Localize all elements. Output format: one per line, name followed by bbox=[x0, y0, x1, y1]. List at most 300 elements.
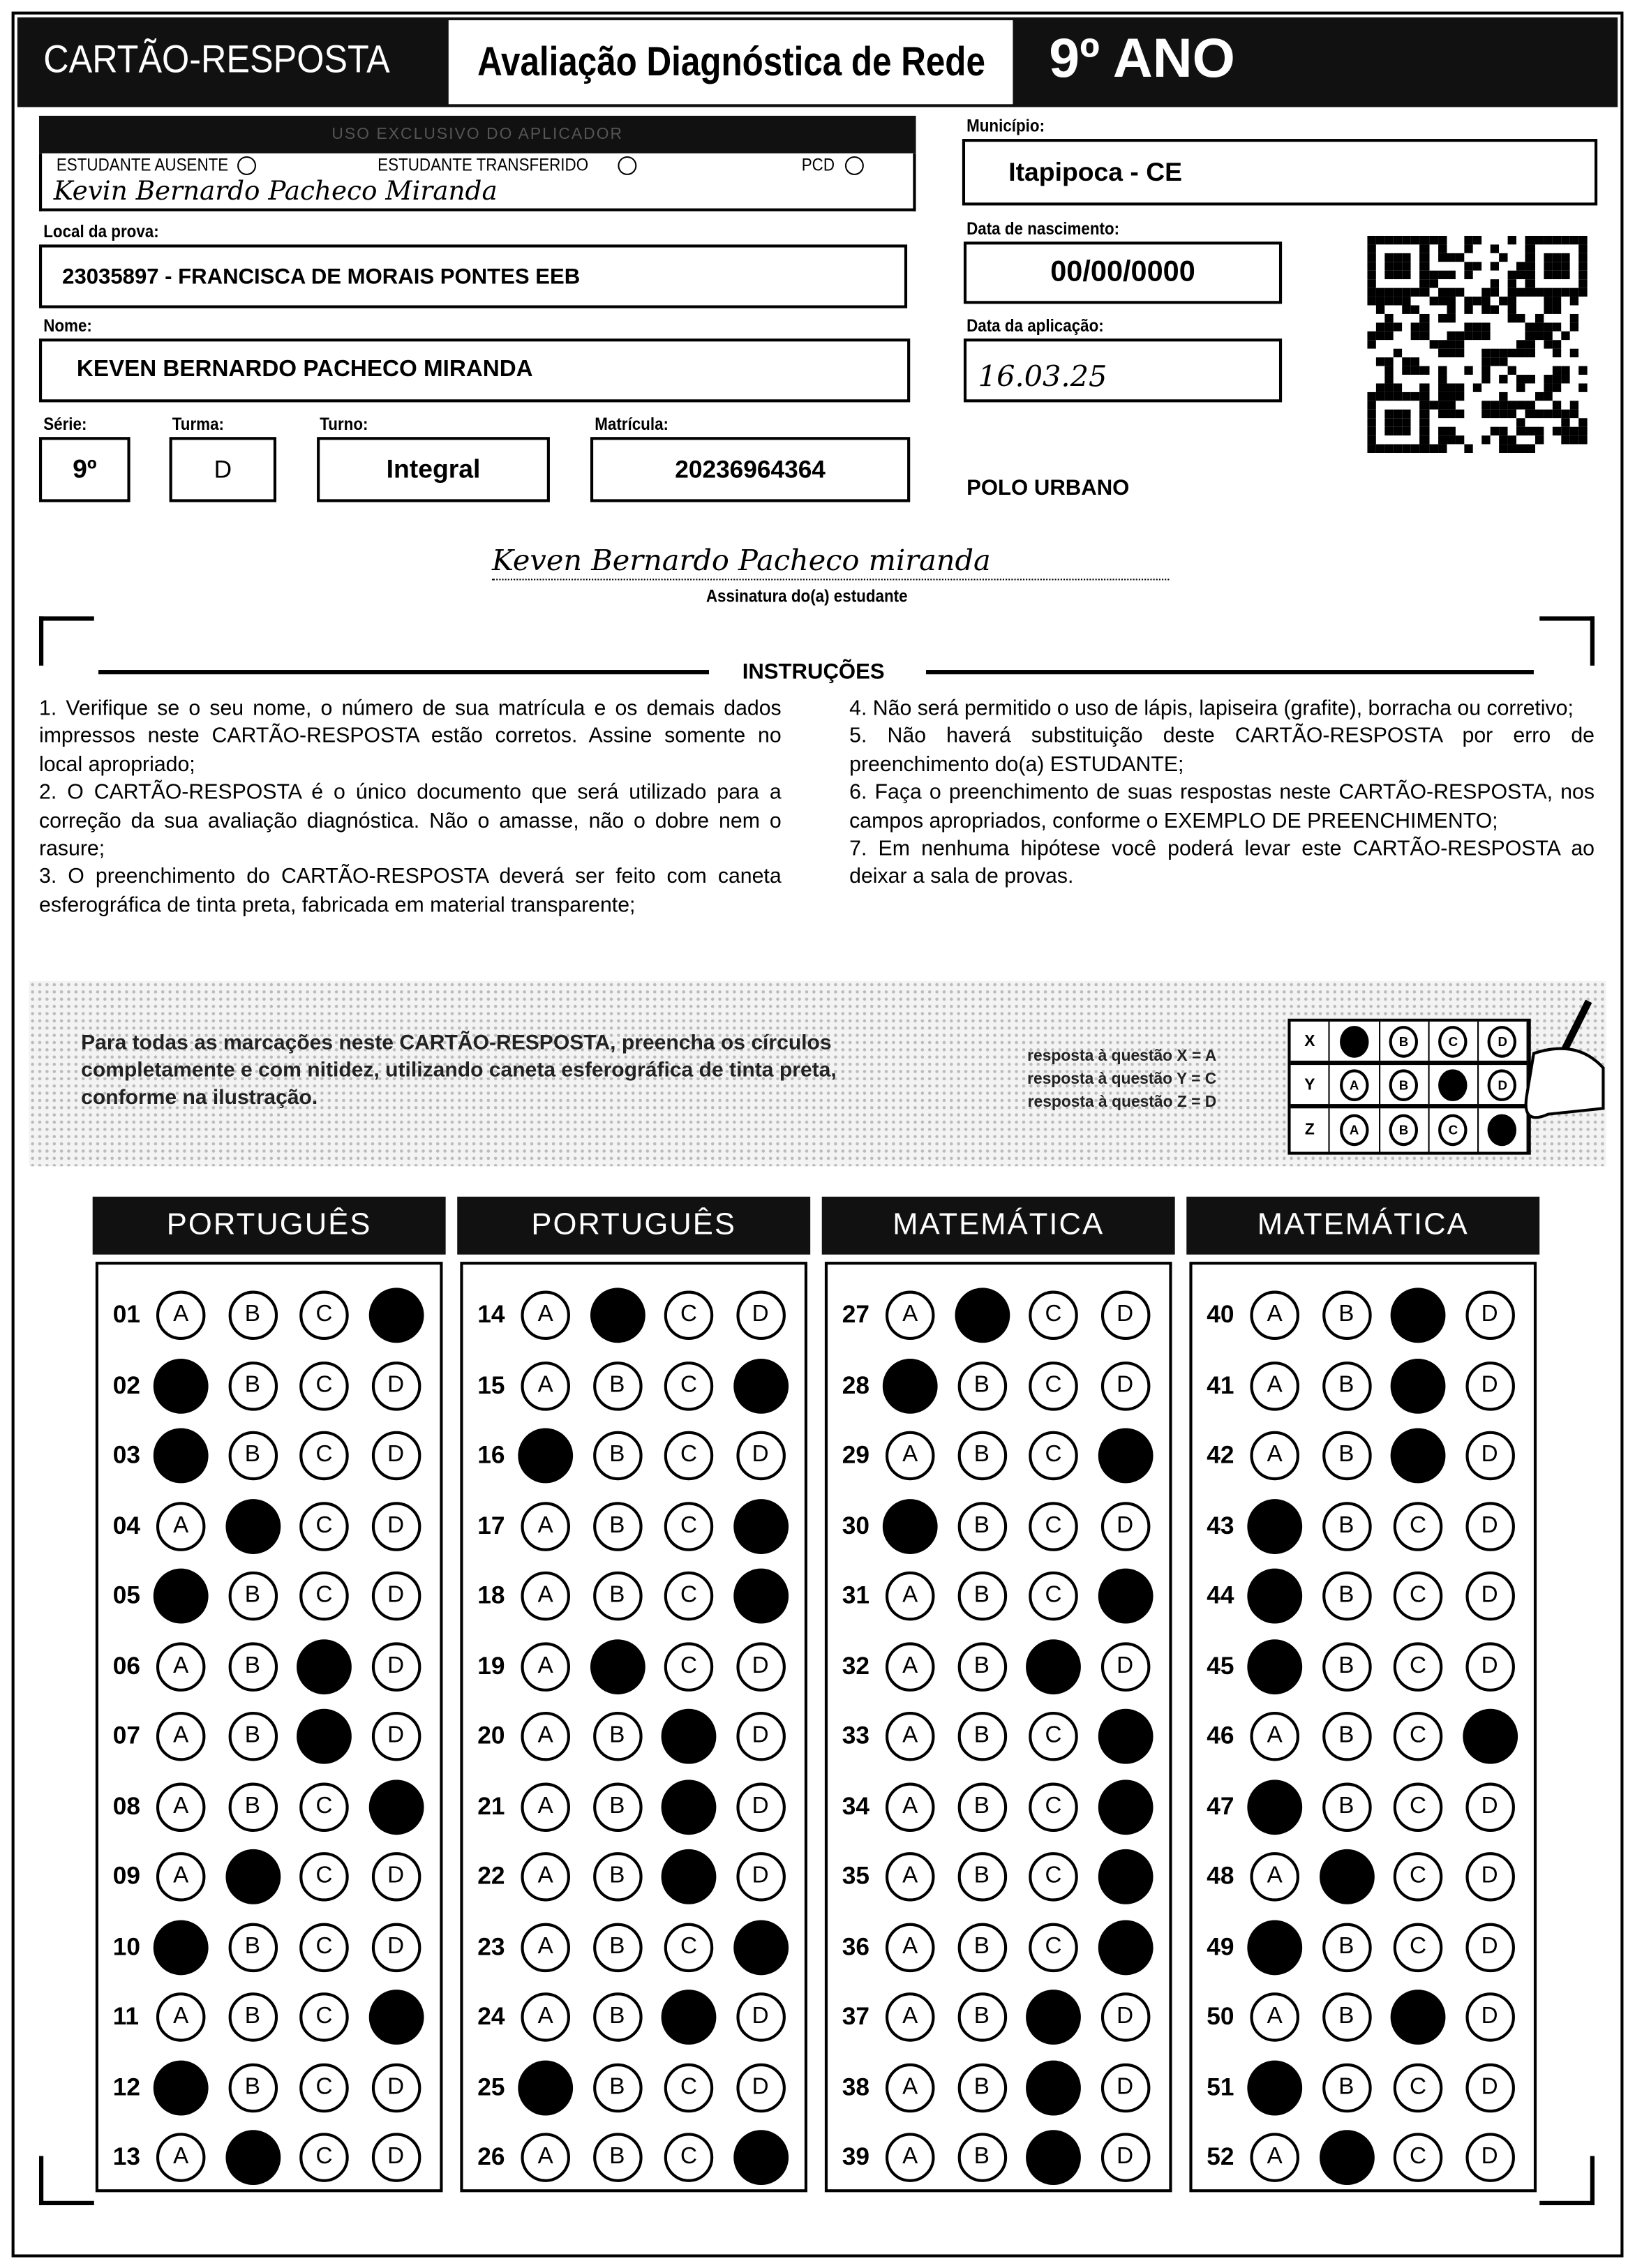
qr-module bbox=[1464, 435, 1473, 444]
answer-bubble[interactable]: D bbox=[736, 1641, 784, 1690]
qr-module bbox=[1464, 262, 1473, 270]
answer-bubble[interactable]: B bbox=[228, 1361, 277, 1410]
answer-bubble-filled[interactable] bbox=[590, 1288, 645, 1343]
answer-bubble[interactable]: A bbox=[521, 1291, 569, 1340]
answer-bubble[interactable]: B bbox=[957, 1782, 1006, 1831]
example-cell bbox=[1429, 1022, 1479, 1061]
answer-bubble[interactable]: A bbox=[886, 1992, 934, 2041]
qr-module bbox=[1578, 349, 1588, 357]
answer-bubble[interactable]: B bbox=[592, 1923, 641, 1971]
answer-bubble[interactable]: D bbox=[1465, 1782, 1514, 1831]
answer-bubble[interactable]: C bbox=[664, 1361, 713, 1410]
answer-bubble[interactable]: B bbox=[1322, 2063, 1371, 2112]
answer-bubble[interactable]: A bbox=[521, 1712, 569, 1761]
answer-bubble[interactable]: D bbox=[1465, 1431, 1514, 1480]
answer-bubble-filled[interactable] bbox=[1098, 1569, 1153, 1624]
answer-bubble[interactable]: D bbox=[736, 1291, 784, 1340]
answer-bubble[interactable]: A bbox=[521, 1501, 569, 1550]
answer-bubble[interactable]: B bbox=[228, 1782, 277, 1831]
example-line: resposta à questão Z = D bbox=[1027, 1094, 1217, 1112]
answer-bubble[interactable]: C bbox=[299, 1923, 348, 1971]
answer-bubble[interactable]: D bbox=[1465, 2063, 1514, 2112]
qr-module bbox=[1376, 236, 1385, 244]
answer-bubble[interactable]: B bbox=[592, 1572, 641, 1620]
answer-bubble[interactable]: A bbox=[1250, 1852, 1299, 1901]
qr-module bbox=[1447, 288, 1456, 297]
answer-bubble[interactable]: A bbox=[521, 1992, 569, 2041]
answer-bubble[interactable]: D bbox=[1100, 2133, 1149, 2181]
qr-module bbox=[1473, 357, 1482, 366]
qr-module bbox=[1447, 340, 1456, 348]
answer-bubble[interactable]: D bbox=[1100, 1641, 1149, 1690]
answer-bubble-filled[interactable] bbox=[1247, 1639, 1302, 1694]
answer-bubble[interactable]: C bbox=[299, 1852, 348, 1901]
answer-bubble-filled[interactable] bbox=[225, 1849, 280, 1904]
answer-bubble[interactable]: D bbox=[371, 2063, 420, 2112]
answer-bubble[interactable]: C bbox=[1394, 1501, 1442, 1550]
answer-bubble-filled[interactable] bbox=[368, 1288, 424, 1343]
answer-bubble[interactable]: C bbox=[1394, 1782, 1442, 1831]
answer-bubble-filled[interactable] bbox=[954, 1288, 1009, 1343]
question-number: 39 bbox=[842, 2142, 870, 2171]
qr-module bbox=[1473, 271, 1482, 279]
answer-bubble[interactable]: C bbox=[1029, 1431, 1077, 1480]
answer-bubble[interactable]: D bbox=[1100, 1992, 1149, 2041]
answer-bubble-filled[interactable] bbox=[154, 1919, 209, 1974]
answer-bubble[interactable]: D bbox=[1100, 1501, 1149, 1550]
answer-bubble[interactable]: C bbox=[1029, 1782, 1077, 1831]
answer-bubble[interactable]: A bbox=[521, 1641, 569, 1690]
answer-bubble[interactable]: B bbox=[1322, 1782, 1371, 1831]
answer-bubble-filled[interactable] bbox=[733, 1358, 788, 1413]
qr-module bbox=[1420, 427, 1429, 435]
example-text: Para todas as marcações neste CARTÃO-RESPOSTA, preencha os círculos completamente e com nitidez, utilizando caneta esferográfica de tinta preta, conforme na ilustração. bbox=[81, 1031, 837, 1110]
answer-bubble[interactable]: D bbox=[371, 1572, 420, 1620]
answer-bubble[interactable]: D bbox=[371, 2133, 420, 2181]
qr-module bbox=[1411, 253, 1420, 262]
qr-module bbox=[1508, 262, 1517, 270]
qr-module bbox=[1403, 314, 1412, 322]
answer-bubble-filled[interactable] bbox=[733, 2130, 788, 2185]
answer-bubble[interactable]: C bbox=[299, 1992, 348, 2041]
answer-bubble[interactable]: A bbox=[886, 1923, 934, 1971]
answer-bubble[interactable]: D bbox=[1100, 2063, 1149, 2112]
answer-bubble[interactable]: D bbox=[736, 1852, 784, 1901]
answer-bubble[interactable]: A bbox=[886, 1431, 934, 1480]
answer-bubble-filled[interactable] bbox=[590, 1639, 645, 1694]
answer-bubble[interactable]: C bbox=[664, 2063, 713, 2112]
qr-module bbox=[1552, 349, 1561, 357]
answer-bubble[interactable]: D bbox=[371, 1361, 420, 1410]
answer-bubble[interactable]: A bbox=[886, 1712, 934, 1761]
answer-bubble[interactable]: A bbox=[1250, 2133, 1299, 2181]
answer-bubble[interactable]: C bbox=[299, 1501, 348, 1550]
transferred-checkbox[interactable] bbox=[618, 156, 636, 175]
answer-bubble[interactable]: A bbox=[886, 1572, 934, 1620]
qr-module bbox=[1535, 445, 1544, 453]
qr-module bbox=[1411, 357, 1420, 366]
answer-bubble-filled[interactable] bbox=[883, 1358, 938, 1413]
answer-bubble[interactable]: B bbox=[957, 1501, 1006, 1550]
answer-bubble-filled[interactable] bbox=[662, 1990, 717, 2045]
answer-bubble[interactable]: A bbox=[521, 1572, 569, 1620]
answer-bubble[interactable]: D bbox=[1465, 1572, 1514, 1620]
answer-bubble[interactable]: C bbox=[664, 1291, 713, 1340]
answer-bubble[interactable]: A bbox=[1250, 1431, 1299, 1480]
answer-bubble[interactable]: D bbox=[1465, 1992, 1514, 2041]
answer-bubble[interactable]: B bbox=[1322, 1712, 1371, 1761]
answer-bubble[interactable]: D bbox=[371, 1431, 420, 1480]
answer-bubble-filled[interactable] bbox=[662, 1779, 717, 1834]
answer-bubble[interactable]: D bbox=[1465, 1361, 1514, 1410]
answer-bubble-filled[interactable] bbox=[1247, 1919, 1302, 1974]
answer-bubble[interactable]: A bbox=[886, 1641, 934, 1690]
answer-bubble[interactable]: D bbox=[1100, 1361, 1149, 1410]
signature-label: Assinatura do(a) estudante bbox=[705, 585, 908, 606]
answer-bubble-filled[interactable] bbox=[297, 1639, 352, 1694]
answer-bubble[interactable]: B bbox=[228, 1572, 277, 1620]
answer-bubble[interactable]: A bbox=[1250, 1361, 1299, 1410]
answer-bubble[interactable]: C bbox=[664, 1641, 713, 1690]
answer-bubble[interactable]: A bbox=[521, 1361, 569, 1410]
qr-module bbox=[1376, 392, 1385, 401]
qr-module bbox=[1447, 366, 1456, 375]
answer-bubble[interactable]: B bbox=[228, 1431, 277, 1480]
answer-bubble-filled[interactable] bbox=[297, 1709, 352, 1764]
answer-bubble[interactable]: D bbox=[736, 1431, 784, 1480]
answer-bubble[interactable]: B bbox=[957, 1641, 1006, 1690]
answer-bubble-filled[interactable] bbox=[1098, 1919, 1153, 1974]
answer-bubble-filled[interactable] bbox=[225, 1498, 280, 1553]
answer-bubble[interactable]: B bbox=[592, 1501, 641, 1550]
answer-bubble-filled[interactable] bbox=[733, 1919, 788, 1974]
answer-bubble[interactable]: B bbox=[592, 1361, 641, 1410]
answer-bubble-filled[interactable] bbox=[1098, 1849, 1153, 1904]
question-number: 37 bbox=[842, 2002, 870, 2031]
qr-module bbox=[1429, 262, 1438, 270]
qr-module bbox=[1447, 375, 1456, 383]
answer-bubble[interactable]: D bbox=[371, 1923, 420, 1971]
answer-bubble-filled[interactable] bbox=[1026, 2130, 1081, 2185]
answer-bubble-filled[interactable] bbox=[1247, 2060, 1302, 2115]
answer-bubble[interactable]: A bbox=[886, 1291, 934, 1340]
qr-module bbox=[1508, 297, 1517, 305]
answer-bubble-filled[interactable] bbox=[518, 2060, 573, 2115]
answer-bubble[interactable]: C bbox=[1394, 1641, 1442, 1690]
qr-module bbox=[1447, 383, 1456, 391]
answer-bubble[interactable]: A bbox=[886, 2063, 934, 2112]
answer-bubble[interactable]: B bbox=[957, 2133, 1006, 2181]
nome-field: KEVEN BERNARDO PACHECO MIRANDA bbox=[39, 338, 910, 402]
qr-module bbox=[1411, 236, 1420, 244]
answer-bubble[interactable]: D bbox=[1465, 1641, 1514, 1690]
answer-bubble-filled[interactable] bbox=[1098, 1779, 1153, 1834]
answer-bubble[interactable]: B bbox=[957, 1712, 1006, 1761]
answer-bubble-filled[interactable] bbox=[1319, 1849, 1374, 1904]
answer-bubble[interactable]: C bbox=[299, 1782, 348, 1831]
qr-module bbox=[1481, 340, 1491, 348]
qr-module bbox=[1517, 288, 1526, 297]
answer-bubble[interactable]: B bbox=[957, 1361, 1006, 1410]
answer-bubble[interactable]: A bbox=[156, 1992, 205, 2041]
answer-bubble[interactable]: B bbox=[228, 1291, 277, 1340]
answer-bubble[interactable]: B bbox=[228, 2063, 277, 2112]
answer-bubble-filled[interactable] bbox=[1098, 1428, 1153, 1484]
answer-bubble[interactable]: D bbox=[736, 2063, 784, 2112]
answer-bubble[interactable]: B bbox=[592, 1852, 641, 1901]
answer-bubble-filled[interactable] bbox=[1391, 1990, 1446, 2045]
qr-module bbox=[1500, 383, 1509, 391]
qr-module bbox=[1447, 401, 1456, 409]
qr-module bbox=[1367, 244, 1376, 253]
matricula-label: Matrícula: bbox=[595, 414, 669, 435]
answer-bubble[interactable]: C bbox=[1394, 1712, 1442, 1761]
answer-bubble[interactable]: C bbox=[1029, 1501, 1077, 1550]
answer-bubble[interactable]: B bbox=[592, 1992, 641, 2041]
answer-bubble[interactable]: B bbox=[957, 1923, 1006, 1971]
qr-module bbox=[1500, 262, 1509, 270]
answer-bubble[interactable]: A bbox=[1250, 1992, 1299, 2041]
answer-bubble[interactable]: D bbox=[736, 1992, 784, 2041]
answer-bubble[interactable]: C bbox=[664, 2133, 713, 2181]
answer-bubble[interactable]: D bbox=[1100, 1291, 1149, 1340]
qr-module bbox=[1481, 435, 1491, 444]
answer-bubble[interactable]: C bbox=[299, 1291, 348, 1340]
qr-module bbox=[1420, 435, 1429, 444]
qr-module bbox=[1456, 314, 1465, 322]
answer-bubble[interactable]: B bbox=[1322, 1572, 1371, 1620]
absent-checkbox[interactable] bbox=[237, 156, 256, 175]
answer-bubble-filled[interactable] bbox=[154, 1358, 209, 1413]
qr-module bbox=[1500, 357, 1509, 366]
answer-bubble-filled[interactable] bbox=[368, 1779, 424, 1834]
answer-bubble[interactable]: C bbox=[664, 1572, 713, 1620]
answer-bubble-filled[interactable] bbox=[1391, 1358, 1446, 1413]
answer-bubble[interactable]: C bbox=[299, 2063, 348, 2112]
answer-bubble[interactable]: C bbox=[1029, 1572, 1077, 1620]
qr-module bbox=[1544, 236, 1553, 244]
answer-bubble[interactable]: A bbox=[156, 1852, 205, 1901]
qr-module bbox=[1508, 279, 1517, 288]
answer-bubble[interactable]: C bbox=[299, 2133, 348, 2181]
qr-module bbox=[1508, 418, 1517, 426]
qr-module bbox=[1552, 445, 1561, 453]
answer-bubble-filled[interactable] bbox=[662, 1849, 717, 1904]
answer-bubble[interactable]: D bbox=[736, 1712, 784, 1761]
answer-bubble[interactable]: A bbox=[156, 1712, 205, 1761]
qr-module bbox=[1544, 383, 1553, 391]
municipio-field: Itapipoca - CE bbox=[962, 139, 1597, 205]
answer-bubble[interactable]: B bbox=[1322, 1431, 1371, 1480]
qr-module bbox=[1525, 427, 1535, 435]
answer-bubble[interactable]: B bbox=[957, 1852, 1006, 1901]
answer-bubble[interactable]: D bbox=[371, 1501, 420, 1550]
qr-module bbox=[1578, 445, 1588, 453]
example-bubble: C bbox=[1439, 1114, 1468, 1147]
question-number: 22 bbox=[477, 1862, 505, 1890]
answer-bubble[interactable]: D bbox=[1465, 1501, 1514, 1550]
answer-bubble[interactable]: D bbox=[1465, 2133, 1514, 2181]
answer-bubble-filled[interactable] bbox=[1247, 1569, 1302, 1624]
answer-bubble-filled[interactable] bbox=[1391, 1428, 1446, 1484]
answer-bubble[interactable]: A bbox=[521, 1782, 569, 1831]
qr-module bbox=[1561, 435, 1570, 444]
question-number: 20 bbox=[477, 1722, 505, 1750]
answer-bubble[interactable]: A bbox=[156, 1291, 205, 1340]
answer-bubble[interactable]: A bbox=[1250, 1291, 1299, 1340]
answer-bubble[interactable]: D bbox=[1465, 1291, 1514, 1340]
answer-bubble[interactable]: B bbox=[592, 2063, 641, 2112]
answer-bubble[interactable]: A bbox=[1250, 1712, 1299, 1761]
answer-bubble[interactable]: B bbox=[592, 2133, 641, 2181]
qr-module bbox=[1376, 427, 1385, 435]
answer-bubble-filled[interactable] bbox=[1319, 2130, 1374, 2185]
answer-bubble[interactable]: A bbox=[156, 1782, 205, 1831]
answer-bubble[interactable]: B bbox=[1322, 1923, 1371, 1971]
answer-bubble[interactable]: B bbox=[1322, 1992, 1371, 2041]
answer-bubble[interactable]: C bbox=[664, 1501, 713, 1550]
answer-bubble[interactable]: C bbox=[664, 1431, 713, 1480]
answer-bubble[interactable]: B bbox=[592, 1782, 641, 1831]
qr-module bbox=[1411, 383, 1420, 391]
qr-module bbox=[1544, 279, 1553, 288]
qr-module bbox=[1561, 418, 1570, 426]
answer-bubble-filled[interactable] bbox=[518, 1428, 573, 1484]
answer-bubble[interactable]: B bbox=[1322, 1641, 1371, 1690]
answer-bubble-filled[interactable] bbox=[1247, 1498, 1302, 1553]
answer-bubble[interactable]: C bbox=[1394, 1572, 1442, 1620]
answer-bubble-filled[interactable] bbox=[368, 1990, 424, 2045]
qr-module bbox=[1491, 253, 1500, 262]
answer-bubble[interactable]: B bbox=[228, 1712, 277, 1761]
answer-bubble[interactable]: B bbox=[228, 1923, 277, 1971]
qr-module bbox=[1491, 435, 1500, 444]
qr-module bbox=[1569, 322, 1578, 331]
answer-bubble[interactable]: B bbox=[957, 1992, 1006, 2041]
answer-bubble-filled[interactable] bbox=[1462, 1709, 1517, 1764]
qr-module bbox=[1429, 383, 1438, 391]
answer-bubble-filled[interactable] bbox=[733, 1569, 788, 1624]
answer-bubble[interactable]: D bbox=[1465, 1852, 1514, 1901]
answer-bubble[interactable]: B bbox=[957, 1572, 1006, 1620]
answer-bubble[interactable]: D bbox=[1465, 1923, 1514, 1971]
instructions-right bbox=[849, 696, 1595, 893]
answer-bubble-filled[interactable] bbox=[1247, 1779, 1302, 1834]
answer-bubble[interactable]: A bbox=[156, 1501, 205, 1550]
answer-bubble[interactable]: B bbox=[592, 1431, 641, 1480]
qr-module bbox=[1569, 445, 1578, 453]
answer-bubble[interactable]: A bbox=[886, 1852, 934, 1901]
question-number: 52 bbox=[1207, 2142, 1234, 2171]
answer-bubble-filled[interactable] bbox=[225, 2130, 280, 2185]
qr-module bbox=[1508, 271, 1517, 279]
answer-bubble[interactable]: C bbox=[1394, 2063, 1442, 2112]
answer-bubble[interactable]: C bbox=[299, 1572, 348, 1620]
qr-module bbox=[1569, 392, 1578, 401]
qr-module bbox=[1552, 271, 1561, 279]
question-number: 29 bbox=[842, 1441, 870, 1469]
qr-module bbox=[1447, 392, 1456, 401]
answer-bubble-filled[interactable] bbox=[1026, 1990, 1081, 2045]
qr-module bbox=[1561, 288, 1570, 297]
answer-bubble[interactable]: B bbox=[957, 1431, 1006, 1480]
answer-bubble[interactable]: A bbox=[156, 2133, 205, 2181]
qr-module bbox=[1473, 418, 1482, 426]
answer-bubble[interactable]: A bbox=[521, 1923, 569, 1971]
answer-bubble[interactable]: C bbox=[1394, 1852, 1442, 1901]
answer-bubble[interactable]: A bbox=[156, 1641, 205, 1690]
qr-module bbox=[1491, 236, 1500, 244]
answer-bubble-filled[interactable] bbox=[662, 1709, 717, 1764]
answer-bubble[interactable]: B bbox=[1322, 1291, 1371, 1340]
answer-bubble[interactable]: C bbox=[664, 1923, 713, 1971]
answer-bubble[interactable]: C bbox=[299, 1361, 348, 1410]
answer-bubble[interactable]: B bbox=[957, 2063, 1006, 2112]
answer-bubble[interactable]: C bbox=[299, 1431, 348, 1480]
qr-module bbox=[1535, 253, 1544, 262]
answer-bubble-filled[interactable] bbox=[883, 1498, 938, 1553]
answer-bubble[interactable]: C bbox=[1029, 1361, 1077, 1410]
pcd-checkbox[interactable] bbox=[845, 156, 864, 175]
qr-module bbox=[1385, 279, 1394, 288]
answer-bubble-filled[interactable] bbox=[154, 2060, 209, 2115]
qr-module bbox=[1544, 357, 1553, 366]
qr-module bbox=[1464, 340, 1473, 348]
answer-bubble-filled[interactable] bbox=[1026, 2060, 1081, 2115]
qr-module bbox=[1403, 236, 1412, 244]
answer-bubble[interactable]: C bbox=[1029, 1852, 1077, 1901]
question-number: 40 bbox=[1207, 1301, 1234, 1329]
answer-bubble[interactable]: A bbox=[521, 2133, 569, 2181]
answer-bubble-filled[interactable] bbox=[733, 1498, 788, 1553]
answer-bubble[interactable]: B bbox=[228, 1641, 277, 1690]
answer-bubble[interactable]: D bbox=[371, 1712, 420, 1761]
answer-bubble-filled[interactable] bbox=[1391, 1288, 1446, 1343]
answer-bubble-filled[interactable] bbox=[154, 1569, 209, 1624]
answer-bubble[interactable]: D bbox=[736, 1782, 784, 1831]
qr-module bbox=[1367, 410, 1376, 418]
answer-bubble[interactable]: B bbox=[1322, 1501, 1371, 1550]
qr-module bbox=[1411, 340, 1420, 348]
answer-bubble[interactable]: A bbox=[886, 1782, 934, 1831]
qr-module bbox=[1456, 401, 1465, 409]
answer-bubble[interactable]: B bbox=[1322, 1361, 1371, 1410]
qr-module bbox=[1500, 401, 1509, 409]
qr-module bbox=[1569, 262, 1578, 270]
answer-bubble[interactable]: B bbox=[592, 1712, 641, 1761]
question-number: 18 bbox=[477, 1581, 505, 1609]
answer-bubble[interactable]: C bbox=[1029, 1923, 1077, 1971]
qr-module bbox=[1525, 262, 1535, 270]
answer-bubble[interactable]: C bbox=[1029, 1712, 1077, 1761]
answer-bubble-filled[interactable] bbox=[1098, 1709, 1153, 1764]
qr-module bbox=[1569, 427, 1578, 435]
answer-bubble[interactable]: D bbox=[371, 1852, 420, 1901]
qr-module bbox=[1429, 340, 1438, 348]
answer-bubble[interactable]: C bbox=[1394, 1923, 1442, 1971]
answer-bubble[interactable]: C bbox=[1394, 2133, 1442, 2181]
answer-bubble-filled[interactable] bbox=[1026, 1639, 1081, 1694]
answer-bubble[interactable]: C bbox=[1029, 1291, 1077, 1340]
qr-module bbox=[1367, 236, 1376, 244]
answer-bubble[interactable]: B bbox=[228, 1992, 277, 2041]
answer-bubble[interactable]: A bbox=[521, 1852, 569, 1901]
answer-bubble[interactable]: D bbox=[371, 1641, 420, 1690]
answer-bubble-filled[interactable] bbox=[154, 1428, 209, 1484]
answer-bubble[interactable]: A bbox=[886, 2133, 934, 2181]
birthdate-label: Data de nascimento: bbox=[966, 218, 1120, 239]
qr-module bbox=[1561, 383, 1570, 391]
